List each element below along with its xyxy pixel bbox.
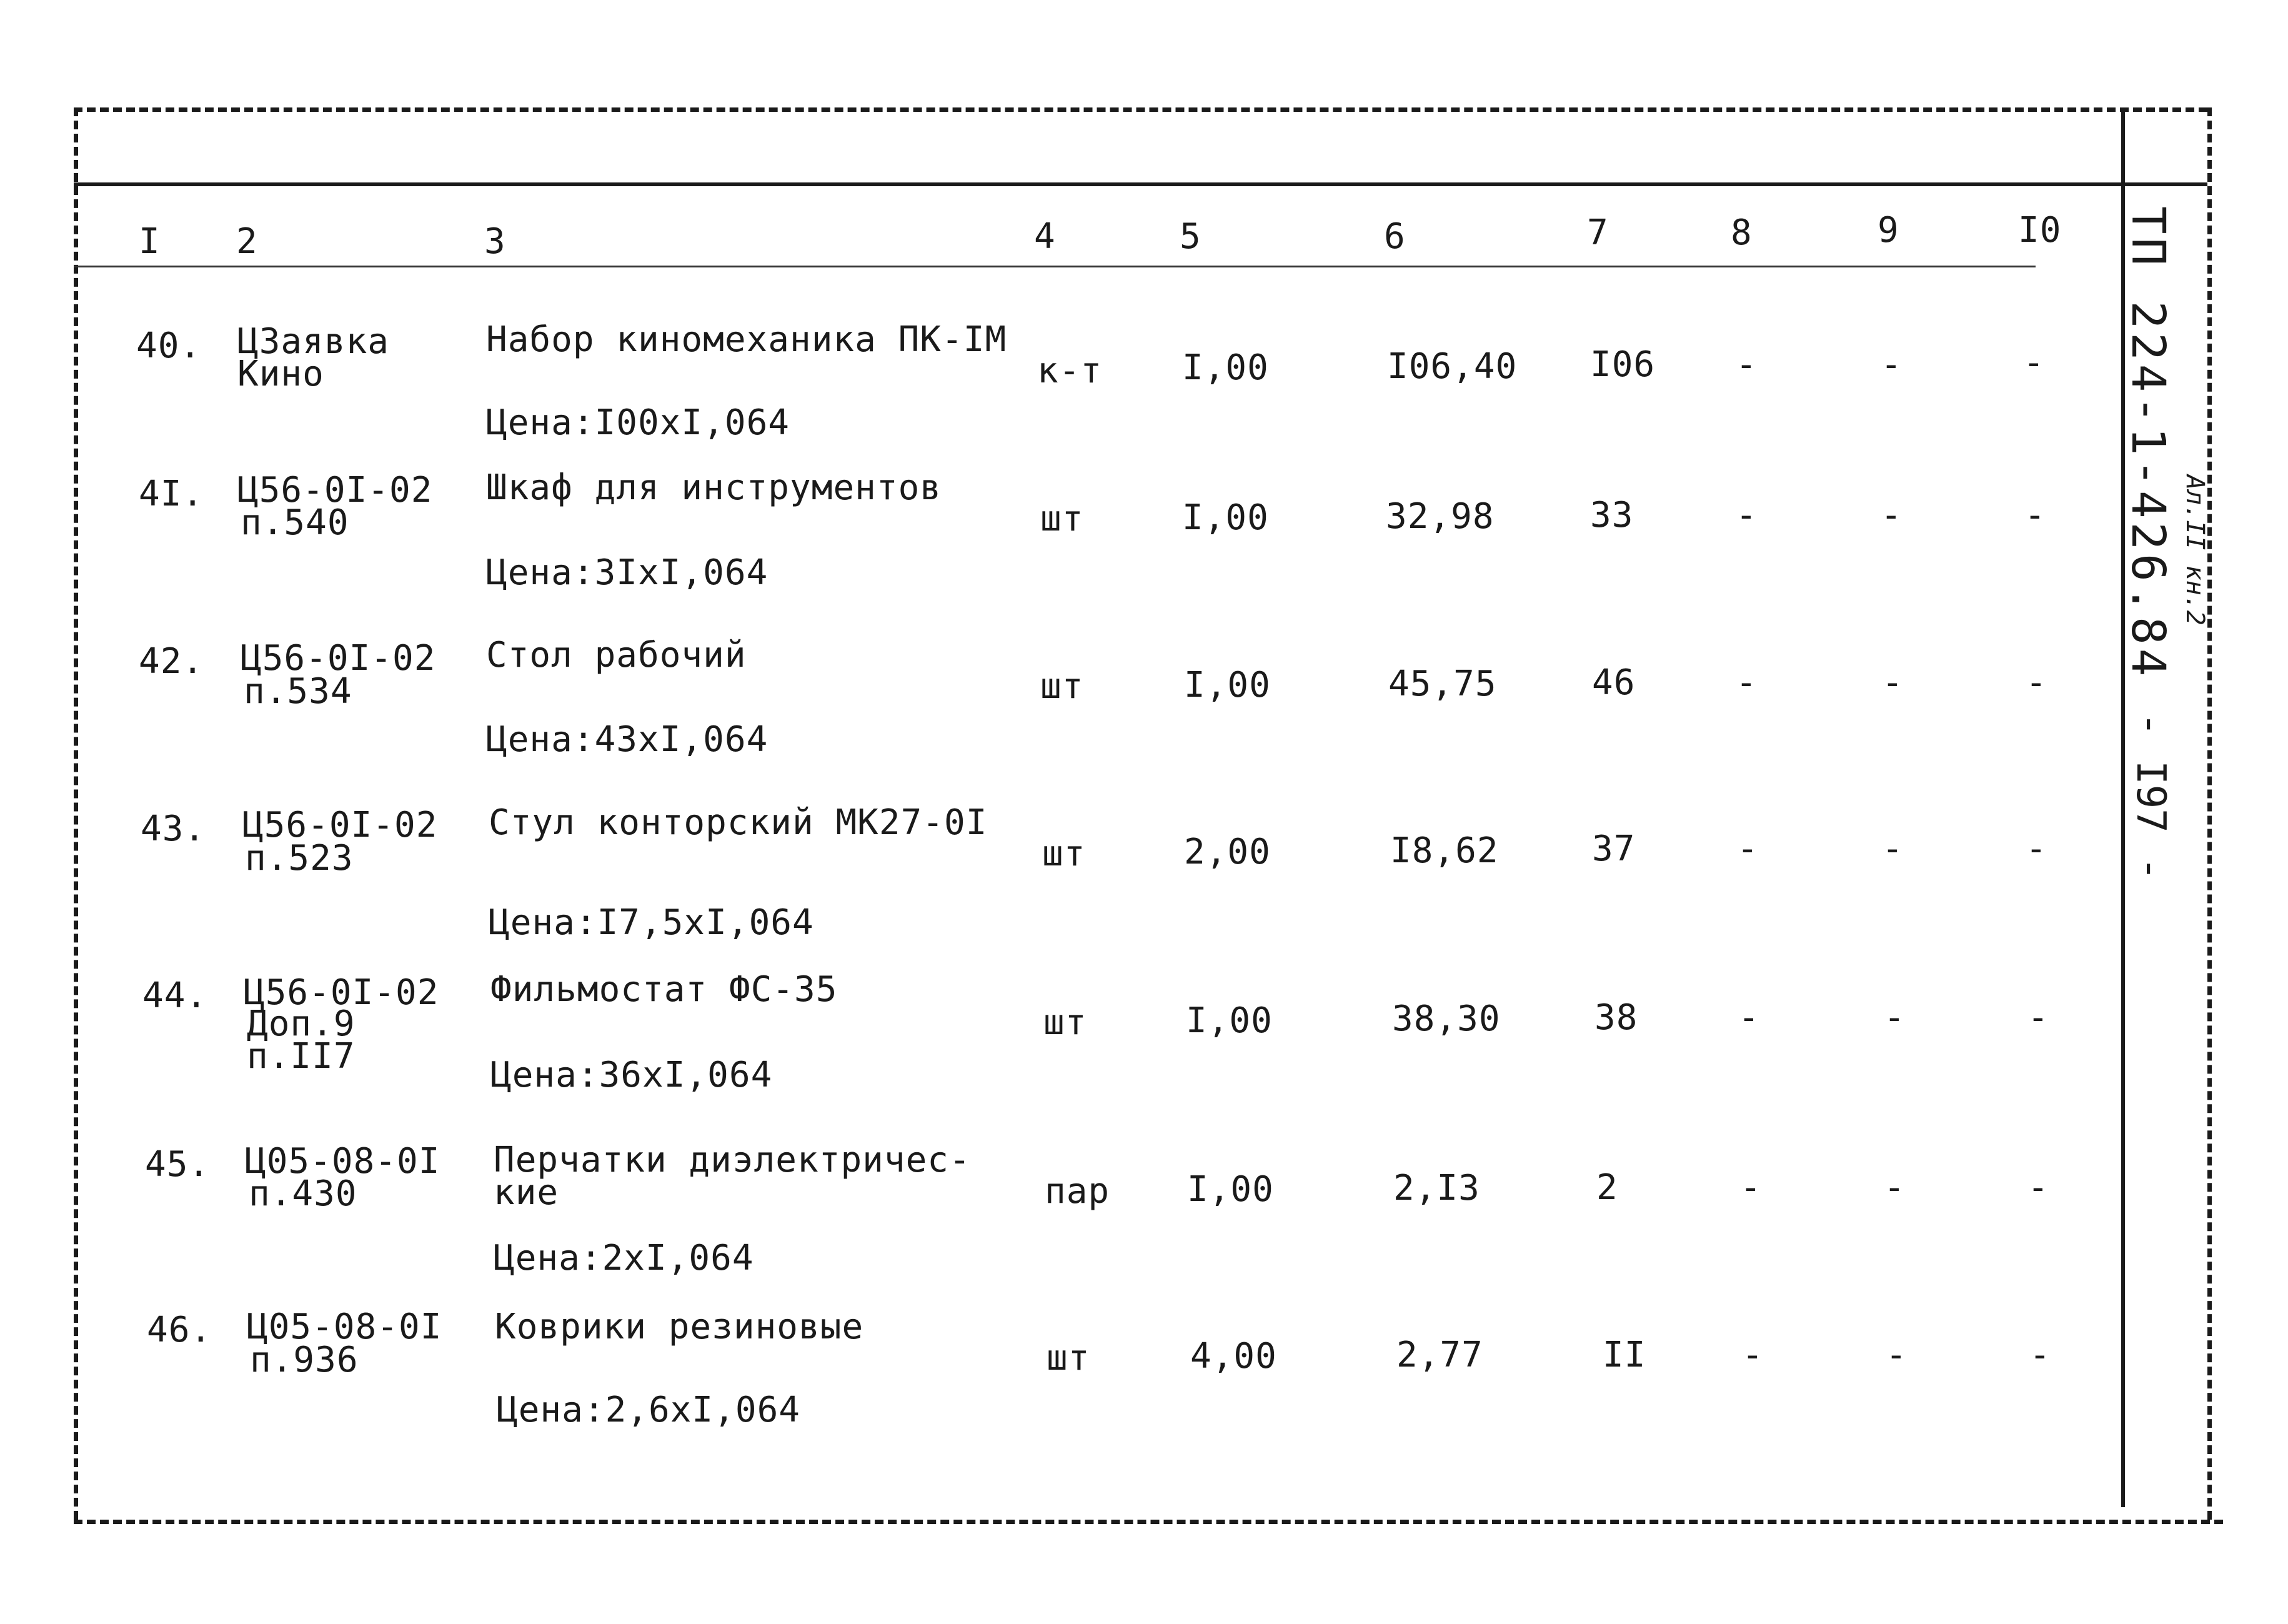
- row-45-col8: -: [1740, 1167, 1762, 1208]
- row-44-code-2: Доп.9: [247, 1004, 356, 1044]
- col-header-2: 2: [236, 221, 258, 262]
- row-45-name-1: Перчатки диэлектричес-: [494, 1140, 971, 1180]
- side-page-number: - I97 -: [2127, 712, 2174, 881]
- row-44-code-3: п.II7: [247, 1036, 356, 1077]
- row-40-num: 40.: [136, 326, 202, 366]
- row-42-cost: 45,75: [1388, 664, 1497, 704]
- side-note: Ал.II кн.2: [2181, 475, 2209, 625]
- row-41-unit: шт: [1040, 499, 1084, 539]
- row-42-code-2: п.534: [244, 671, 352, 712]
- row-41-code-1: Ц56-0I-02: [237, 470, 433, 511]
- row-40-price: Цена:I00хI,064: [486, 402, 790, 443]
- row-43-price: Цена:I7,5хI,064: [489, 902, 814, 943]
- row-43-total: 37: [1592, 829, 1636, 869]
- row-45-code-1: Ц05-08-0I: [245, 1141, 440, 1182]
- row-40-col10: -: [2023, 342, 2045, 383]
- row-45-col10: -: [2027, 1167, 2049, 1208]
- row-42-name-1: Стол рабочий: [486, 635, 747, 675]
- row-44-total: 38: [1594, 997, 1638, 1038]
- col-header-7: 7: [1587, 212, 1609, 253]
- col-header-1: I: [139, 221, 161, 262]
- row-43-qty: 2,00: [1184, 832, 1271, 872]
- row-44-price: Цена:36хI,064: [490, 1055, 773, 1095]
- frame-header-divider: [74, 182, 2207, 186]
- row-44-col8: -: [1738, 997, 1760, 1038]
- row-45-qty: I,00: [1187, 1169, 1274, 1210]
- row-42-code-1: Ц56-0I-02: [241, 638, 436, 679]
- row-41-col10: -: [2024, 495, 2046, 536]
- row-45-total: 2: [1596, 1167, 1618, 1208]
- col-header-9: 9: [1878, 210, 1899, 251]
- row-42-total: 46: [1592, 662, 1636, 703]
- column-header-underline: [74, 266, 2036, 267]
- col-header-10: I0: [2018, 210, 2062, 251]
- row-41-name-1: Шкаф для инструментов: [486, 467, 942, 508]
- row-45-unit: пар: [1045, 1171, 1110, 1212]
- row-42-col8: -: [1736, 662, 1758, 703]
- row-44-col9: -: [1884, 997, 1906, 1038]
- row-46-cost: 2,77: [1396, 1335, 1483, 1375]
- row-43-num: 43.: [141, 809, 206, 849]
- row-46-col8: -: [1742, 1335, 1764, 1375]
- row-43-name-1: Стул конторский МК27-0I: [489, 802, 988, 843]
- row-41-cost: 32,98: [1386, 496, 1495, 537]
- row-41-col9: -: [1881, 495, 1903, 536]
- row-40-qty: I,00: [1182, 347, 1269, 388]
- col-header-6: 6: [1384, 216, 1406, 257]
- row-42-qty: I,00: [1184, 665, 1271, 705]
- frame-right: [2207, 107, 2212, 1520]
- row-45-price: Цена:2хI,064: [494, 1238, 754, 1278]
- row-43-cost: I8,62: [1390, 830, 1499, 871]
- row-41-num: 4I.: [139, 474, 204, 514]
- row-43-code-1: Ц56-0I-02: [242, 805, 438, 845]
- row-46-name-1: Коврики резиновые: [495, 1307, 864, 1347]
- row-44-unit: шт: [1043, 1002, 1087, 1043]
- row-41-col8: -: [1736, 495, 1758, 536]
- row-43-col9: -: [1882, 829, 1904, 869]
- row-46-unit: шт: [1047, 1338, 1090, 1378]
- row-45-col9: -: [1884, 1167, 1906, 1208]
- col-header-4: 4: [1034, 216, 1056, 257]
- row-41-qty: I,00: [1182, 497, 1269, 538]
- frame-bottom: [74, 1520, 2223, 1524]
- row-43-col8: -: [1737, 829, 1759, 869]
- row-42-unit: шт: [1040, 666, 1084, 707]
- row-40-col9: -: [1881, 344, 1903, 385]
- row-45-name-2: кие: [494, 1172, 559, 1213]
- row-41-code-2: п.540: [241, 502, 349, 543]
- row-40-code-1: ЦЗаявка: [237, 321, 390, 362]
- row-46-code-1: Ц05-08-0I: [247, 1307, 442, 1347]
- row-41-price: Цена:3IхI,064: [486, 552, 768, 593]
- row-42-col10: -: [2026, 662, 2047, 703]
- row-40-unit: к-т: [1037, 351, 1103, 391]
- frame-top: [74, 107, 2207, 112]
- row-46-col10: -: [2029, 1335, 2051, 1375]
- row-45-code-2: п.430: [249, 1173, 357, 1214]
- row-40-col8: -: [1736, 344, 1758, 385]
- row-46-qty: 4,00: [1190, 1336, 1277, 1377]
- row-44-cost: 38,30: [1392, 999, 1501, 1039]
- row-44-code-1: Ц56-0I-02: [244, 972, 439, 1013]
- row-43-col10: -: [2026, 829, 2047, 869]
- row-42-num: 42.: [139, 641, 204, 682]
- side-doc-code: ТП 224-1-426.84: [2121, 206, 2175, 680]
- row-44-qty: I,00: [1186, 1000, 1273, 1041]
- row-45-num: 45.: [145, 1144, 211, 1185]
- row-46-total: II: [1603, 1335, 1646, 1375]
- row-40-code-2: Кино: [237, 354, 324, 394]
- row-44-col10: -: [2027, 997, 2049, 1038]
- row-46-num: 46.: [147, 1310, 212, 1350]
- col-header-8: 8: [1731, 212, 1753, 253]
- row-44-name-1: Фильмостат ФС-35: [490, 969, 838, 1010]
- row-45-cost: 2,I3: [1393, 1168, 1480, 1208]
- row-43-code-2: п.523: [245, 838, 354, 879]
- row-43-unit: шт: [1042, 834, 1086, 874]
- frame-left: [74, 107, 78, 1520]
- row-42-col9: -: [1882, 662, 1904, 703]
- row-40-name-1: Набор киномеханика ПК-IМ: [486, 319, 1007, 360]
- row-46-col9: -: [1886, 1335, 1907, 1375]
- row-46-code-2: п.936: [250, 1340, 359, 1380]
- col-header-3: 3: [484, 221, 506, 262]
- row-40-cost: I06,40: [1387, 346, 1518, 387]
- row-40-total: I06: [1590, 344, 1656, 385]
- col-header-5: 5: [1180, 216, 1201, 257]
- row-42-price: Цена:43хI,064: [486, 719, 768, 760]
- row-41-total: 33: [1590, 495, 1634, 536]
- row-44-num: 44.: [142, 975, 208, 1016]
- row-46-price: Цена:2,6хI,064: [497, 1390, 801, 1430]
